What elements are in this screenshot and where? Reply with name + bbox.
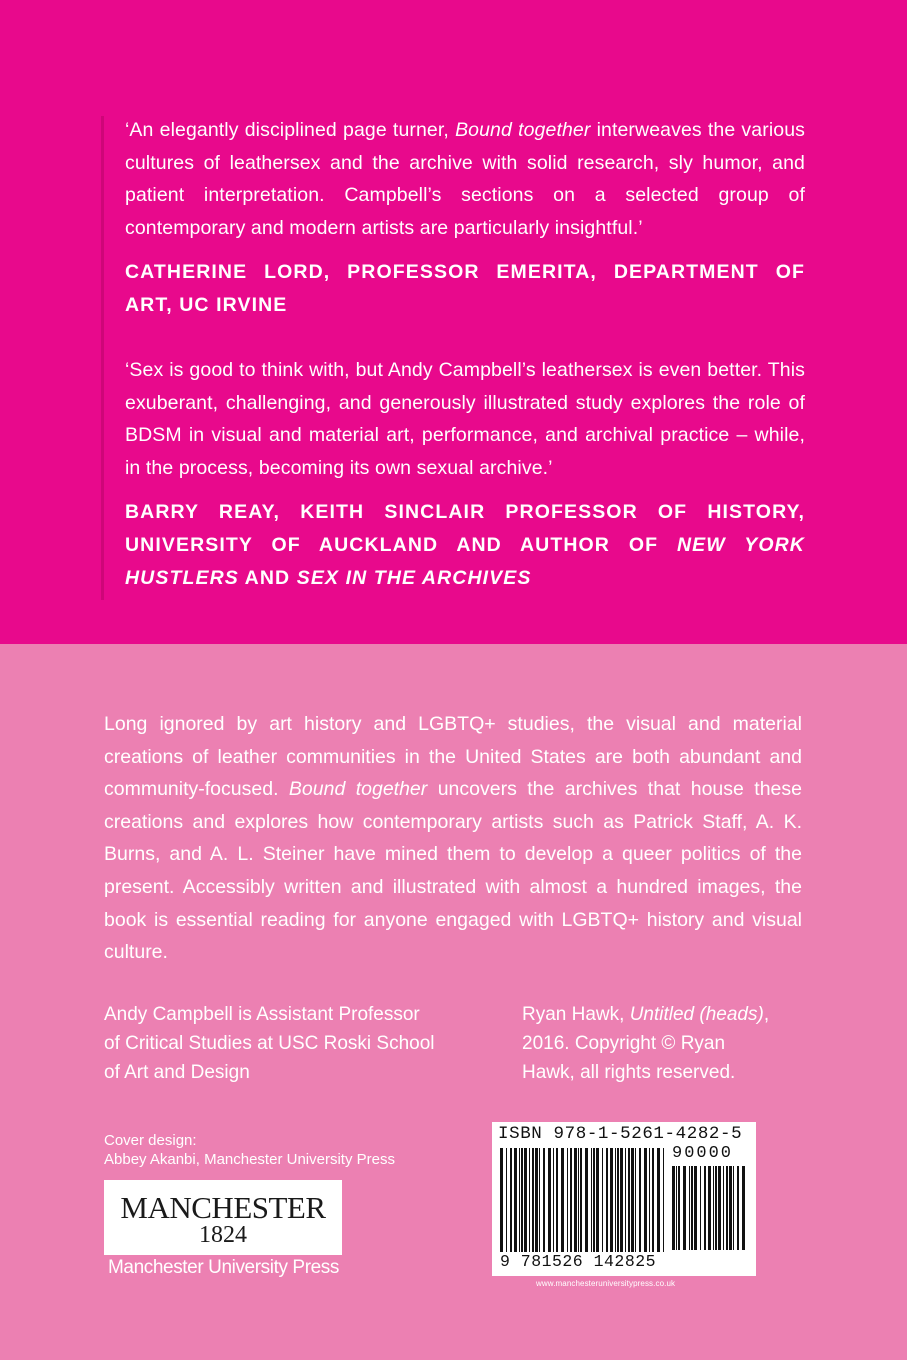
barcode-bar — [713, 1166, 714, 1250]
logo-year: 1824 — [199, 1222, 247, 1248]
barcode-bar — [556, 1148, 558, 1252]
text-run: interweaves the various cultures of leathersex and the archive with solid research, sly humor, and patient interpretation. Campbell’s sections on a selected group of contemporary and modern artists are particularly insightful.’ — [125, 119, 805, 239]
barcode-bar — [723, 1166, 724, 1250]
barcode-addon-bars — [672, 1166, 746, 1250]
book-blurb — [104, 708, 802, 969]
publisher-website: www.manchesteruniversitypress.co.uk — [536, 1279, 676, 1288]
cover-design-name: Abbey Akanbi, Manchester University Press — [104, 1151, 395, 1168]
barcode-bar — [519, 1148, 520, 1252]
cover-design-label: Cover design: — [104, 1132, 197, 1149]
barcode-bar — [578, 1148, 579, 1252]
text-run: Ryan Hawk, — [522, 1004, 630, 1025]
italic-text-run: Bound together — [288, 778, 428, 801]
barcode-bar — [635, 1148, 636, 1252]
barcode-bar — [631, 1148, 634, 1252]
isbn-label: ISBN 978-1-5261-4282-5 — [498, 1124, 743, 1144]
barcode-bar — [649, 1148, 650, 1252]
barcode-bar — [529, 1148, 530, 1252]
author-bio-line: of Critical Studies at USC Roski School — [104, 1033, 435, 1054]
barcode-bar — [689, 1166, 690, 1250]
barcode-bar — [606, 1148, 608, 1252]
barcode-bar — [585, 1148, 588, 1252]
barcode-bar — [602, 1148, 603, 1252]
barcode-bar — [620, 1148, 623, 1252]
image-credit-line — [522, 1029, 812, 1058]
quote-1-text — [125, 114, 805, 244]
barcode-bar — [691, 1166, 693, 1250]
text-run: CATHERINE LORD, PROFESSOR EMERITA, DEPARTMENT OF ART, UC IRVINE — [125, 261, 805, 316]
barcode-bar — [737, 1166, 739, 1250]
barcode-bar — [596, 1148, 599, 1252]
text-run: ‘Sex is good to think with, but Andy Campbell’s leathersex is even better. This exuberant, challenging, and generously illustrated study explores the role of BDSM in visual and material art, performance, and archival practice – while, in the process, becoming its own sexual archive.’ — [125, 359, 805, 479]
barcode-bar — [708, 1166, 711, 1250]
author-bio-line: Andy Campbell is Assistant Professor — [104, 1004, 420, 1025]
barcode-bar — [593, 1148, 595, 1252]
text-run: 2016. Copyright © Ryan — [522, 1033, 726, 1054]
text-run: Hawk, all rights reserved. — [522, 1062, 736, 1083]
barcode-bar — [521, 1148, 523, 1252]
barcode-bar — [570, 1148, 572, 1252]
barcode-bar — [548, 1148, 551, 1252]
barcode-bar — [617, 1148, 619, 1252]
barcode-bar — [694, 1166, 697, 1250]
ean-digits: 9 781526 142825 — [500, 1252, 657, 1271]
isbn-barcode — [492, 1122, 756, 1276]
barcode-bar — [561, 1148, 564, 1252]
barcode-bar — [672, 1166, 675, 1250]
publisher-logo — [104, 1180, 342, 1255]
barcode-bar — [644, 1148, 647, 1252]
barcode-bars — [500, 1148, 668, 1252]
barcode-bar — [625, 1148, 626, 1252]
cover-design-credit — [104, 1131, 395, 1169]
barcode-bar — [535, 1148, 538, 1252]
quote-rule — [101, 116, 104, 600]
barcode-bar — [567, 1148, 568, 1252]
barcode-bar — [683, 1166, 686, 1250]
text-run: BARRY REAY, KEITH SINCLAIR PROFESSOR OF HISTORY, UNIVERSITY OF AUCKLAND AND AUTHOR OF — [125, 501, 805, 556]
barcode-bar — [678, 1166, 680, 1250]
barcode-bar — [663, 1148, 664, 1252]
barcode-bar — [733, 1166, 734, 1250]
publisher-name: Manchester University Press — [108, 1257, 339, 1278]
text-run: ‘An elegantly disciplined page turner, — [125, 119, 456, 141]
barcode-bar — [500, 1148, 503, 1252]
barcode-bar — [657, 1148, 660, 1252]
barcode-bar — [742, 1166, 745, 1250]
price-code: 90000 — [672, 1144, 734, 1163]
barcode-bar — [610, 1148, 613, 1252]
quote-2-text — [125, 354, 805, 484]
barcode-bar — [514, 1148, 517, 1252]
barcode-bar — [591, 1148, 592, 1252]
text-run: AND — [238, 567, 297, 589]
quote-1-attribution — [125, 256, 805, 322]
barcode-bar — [539, 1148, 540, 1252]
barcode-bar — [700, 1166, 701, 1250]
author-bio — [104, 1000, 484, 1087]
barcode-bar — [524, 1148, 527, 1252]
barcode-bar — [510, 1148, 512, 1252]
logo-name: MANCHESTER — [120, 1190, 326, 1225]
barcode-bar — [652, 1148, 654, 1252]
barcode-bar — [639, 1148, 641, 1252]
barcode-bar — [718, 1166, 721, 1250]
barcode-bar — [506, 1148, 507, 1252]
barcode-bar — [553, 1148, 554, 1252]
text-run: uncovers the archives that house these creations and explores how contemporary artists such as Patrick Staff, A. K. Burns, and A. L. Steiner have mined them to develop a queer politics of the present. Accessibly written and illustrated with almost a hundred images, the book is essential reading for anyone engaged with LGBTQ+ history and visual culture. — [104, 778, 802, 964]
barcode-bar — [726, 1166, 728, 1250]
barcode-bar — [543, 1148, 545, 1252]
text-run: , — [763, 1004, 770, 1025]
image-credit-line — [522, 1000, 812, 1029]
barcode-bar — [580, 1148, 582, 1252]
barcode-bar — [574, 1148, 577, 1252]
text-run: Long ignored by art history and LGBTQ+ studies, the visual and material creations of leather communities in the United States are both abundant and community-focused. — [104, 713, 802, 801]
barcode-bar — [729, 1166, 732, 1250]
image-credit — [522, 1000, 812, 1087]
italic-text-run: Untitled (heads) — [629, 1004, 764, 1025]
barcode-bar — [715, 1166, 717, 1250]
barcode-bar — [615, 1148, 616, 1252]
italic-text-run: Bound together — [455, 119, 591, 141]
barcode-bar — [532, 1148, 534, 1252]
barcode-bar — [676, 1166, 677, 1250]
barcode-bar — [628, 1148, 630, 1252]
barcode-bar — [704, 1166, 706, 1250]
quote-2-attribution — [125, 496, 805, 595]
italic-text-run: NEW YORK HUSTLERS — [125, 534, 805, 589]
image-credit-line — [522, 1058, 812, 1087]
italic-text-run: SEX IN THE ARCHIVES — [296, 567, 532, 589]
author-bio-line: of Art and Design — [104, 1062, 250, 1083]
